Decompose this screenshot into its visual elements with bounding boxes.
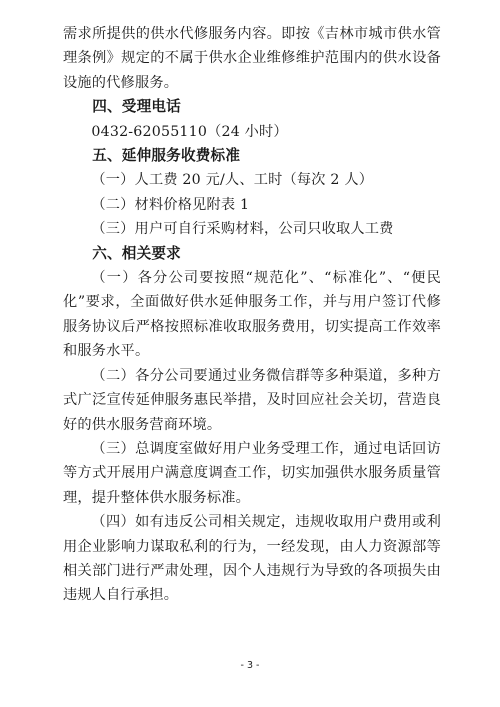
section-heading-hotline: 四、受理电话 xyxy=(92,98,181,116)
hotline-number: 0432-62055110（24 小时） xyxy=(91,123,288,140)
requirement-paragraph: （三）总调度室做好用户业务受理工作，通过电话回访等方式开展用户满意度调查工作，切实加强供水服务质量管理，提升整体供水服务标准。 xyxy=(63,440,441,506)
section-heading-fees: 五、延伸服务收费标准 xyxy=(92,147,241,165)
fee-item: （二）材料价格见附表 1 xyxy=(91,196,250,213)
requirement-paragraph: （二）各分公司要通过业务微信群等多种渠道，多种方式广泛宣传延伸服务惠民举措，及时回应社会关切，营造良好的供水服务营商环境。 xyxy=(63,367,441,433)
fee-item: （一）人工费 20 元/人、工时（每次 2 人） xyxy=(91,172,374,189)
continuation-paragraph: 需求所提供的供水代修服务内容。即按《吉林市城市供水管理条例》规定的不属于供水企业维修维护范围内的供水设备设施的代修服务。 xyxy=(63,26,441,91)
requirement-paragraph: （一）各分公司要按照“规范化”、“标准化”、“便民化”要求，全面做好供水延伸服务工作，并与用户签订代修服务协议后严格按照标准收取服务费用，切实提高工作效率和服务水平。 xyxy=(63,270,441,360)
fee-item: （三）用户可自行采购材料，公司只收取人工费 xyxy=(91,221,394,238)
page-number: - 3 - xyxy=(240,660,260,671)
document-page xyxy=(63,22,441,608)
requirement-paragraph: （四）如有违反公司相关规定，违规收取用户费用或利用企业影响力谋取私利的行为，一经发现，由人力资源部等相关部门进行严肃处理，因个人违规行为导致的各项损失由违规人自行承担。 xyxy=(63,514,441,604)
section-heading-requirements: 六、相关要求 xyxy=(92,244,181,262)
